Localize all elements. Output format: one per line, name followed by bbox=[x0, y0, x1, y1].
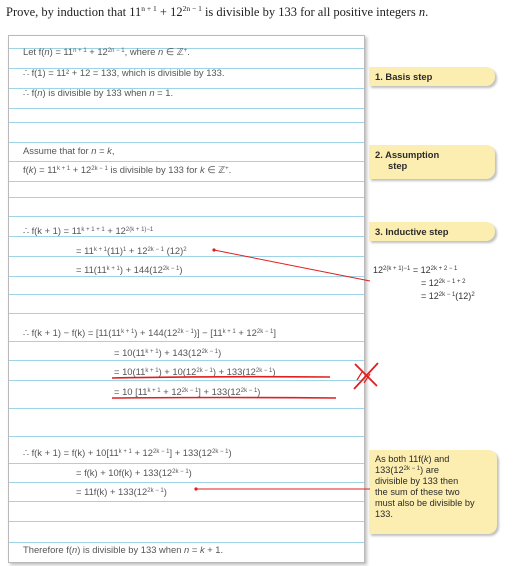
note-line: divisible by 133 then bbox=[375, 476, 459, 486]
ruled-line bbox=[9, 463, 364, 464]
ruled-line bbox=[9, 256, 364, 257]
note-line: $133(12^{2k - 1})$ are bbox=[375, 465, 440, 475]
difference-line-1: ∴ $f(k + 1) - f(k) = [11(11^{k + 1}) + 144(12^{2k - 1})] - [11^{k + 1} + 12^{2k - 1}]$ bbox=[23, 327, 276, 338]
ruled-line bbox=[9, 122, 364, 123]
note-line: must also be divisible by bbox=[375, 498, 475, 508]
inductive-line-1: ∴ $f(k + 1) = 11^{k + 1 + 1} + 12^{2(k + 1)-1}$ bbox=[23, 225, 154, 236]
side-working-row-2: = $12^{2k - 1 + 2}$ bbox=[421, 278, 466, 288]
note-line: As both 11f(k) and bbox=[375, 454, 450, 464]
ruled-line bbox=[9, 436, 364, 437]
note-line: 133. bbox=[375, 509, 393, 519]
ruled-line bbox=[9, 313, 364, 314]
assumption-formula-line: $f(k) = 11^{k + 1} + 12^{2k - 1}$ is divisible by 133 for k ∈ ℤ+. bbox=[23, 164, 232, 175]
explanation-note bbox=[369, 450, 497, 534]
assumption-step-label: 2. Assumption step bbox=[369, 145, 495, 179]
notebook-paper bbox=[8, 35, 365, 563]
ruled-line bbox=[9, 501, 364, 502]
difference-line-2: = $10(11^{k + 1}) + 143(12^{2k - 1})$ bbox=[114, 347, 222, 358]
ruled-line bbox=[9, 197, 364, 198]
note-line: the sum of these two bbox=[375, 487, 460, 497]
ruled-line bbox=[9, 108, 364, 109]
basis-conclusion-line: ∴ f(n) is divisible by 133 when n = 1. bbox=[23, 87, 174, 98]
ruled-line bbox=[9, 482, 364, 483]
basis-definition-line: Let $f(n) = 11^{n + 1} + 12^{2n - 1}$, where n ∈ ℤ+. bbox=[23, 46, 190, 57]
side-working-row-1: $12^{2(k + 1)-1} = 12^{2k + 2 - 1}$ bbox=[373, 265, 458, 275]
ruled-line bbox=[9, 360, 364, 361]
conclusion-line-3: = $11f(k) + 133(12^{2k - 1})$ bbox=[76, 486, 167, 497]
conclusion-line-1: ∴ $f(k + 1) = f(k) + 10[11^{k + 1} + 12^{2k - 1}] + 133(12^{2k - 1})$ bbox=[23, 447, 232, 458]
ruled-line bbox=[9, 408, 364, 409]
side-working-row-3: = $12^{2k - 1}(12)^2$ bbox=[421, 291, 475, 301]
ruled-line bbox=[9, 380, 364, 381]
assumption-line: Assume that for n = k, bbox=[23, 145, 115, 156]
basis-check-line: ∴ f(1) = 11² + 12 = 133, which is divisible by 133. bbox=[23, 67, 225, 78]
inductive-step-label: 3. Inductive step bbox=[369, 222, 495, 241]
basis-step-label: 1. Basis step bbox=[369, 67, 495, 86]
ruled-line bbox=[9, 216, 364, 217]
ruled-line bbox=[9, 542, 364, 543]
difference-line-4: = 10 $[11^{k + 1} + 12^{2k - 1}] + 133(12^{2k - 1})$ bbox=[114, 386, 261, 397]
ruled-line bbox=[9, 294, 364, 295]
ruled-line bbox=[9, 521, 364, 522]
conclusion-line-2: = $f(k) + 10f(k) + 133(12^{2k - 1})$ bbox=[76, 467, 192, 478]
difference-line-3: = $10(11^{k + 1}) + 10(12^{2k - 1}) + 133(12^{2k - 1})$ bbox=[114, 366, 276, 377]
ruled-line bbox=[9, 276, 364, 277]
ruled-line bbox=[9, 161, 364, 162]
ruled-line bbox=[9, 142, 364, 143]
ruled-line bbox=[9, 341, 364, 342]
inductive-line-3: = $11(11^{k + 1}) + 144(12^{2k - 1})$ bbox=[76, 264, 183, 275]
ruled-line bbox=[9, 181, 364, 182]
inductive-line-2: = $11^{k + 1}(11)^1 + 12^{2k - 1}$ $(12)^2$ bbox=[76, 245, 187, 256]
final-conclusion-line: Therefore f(n) is divisible by 133 when n = k + 1. bbox=[23, 544, 224, 555]
question-text: Prove, by induction that $11^{n + 1} + 12^{2n - 1}$ is divisible by 133 for all positive integers n. bbox=[6, 4, 429, 20]
